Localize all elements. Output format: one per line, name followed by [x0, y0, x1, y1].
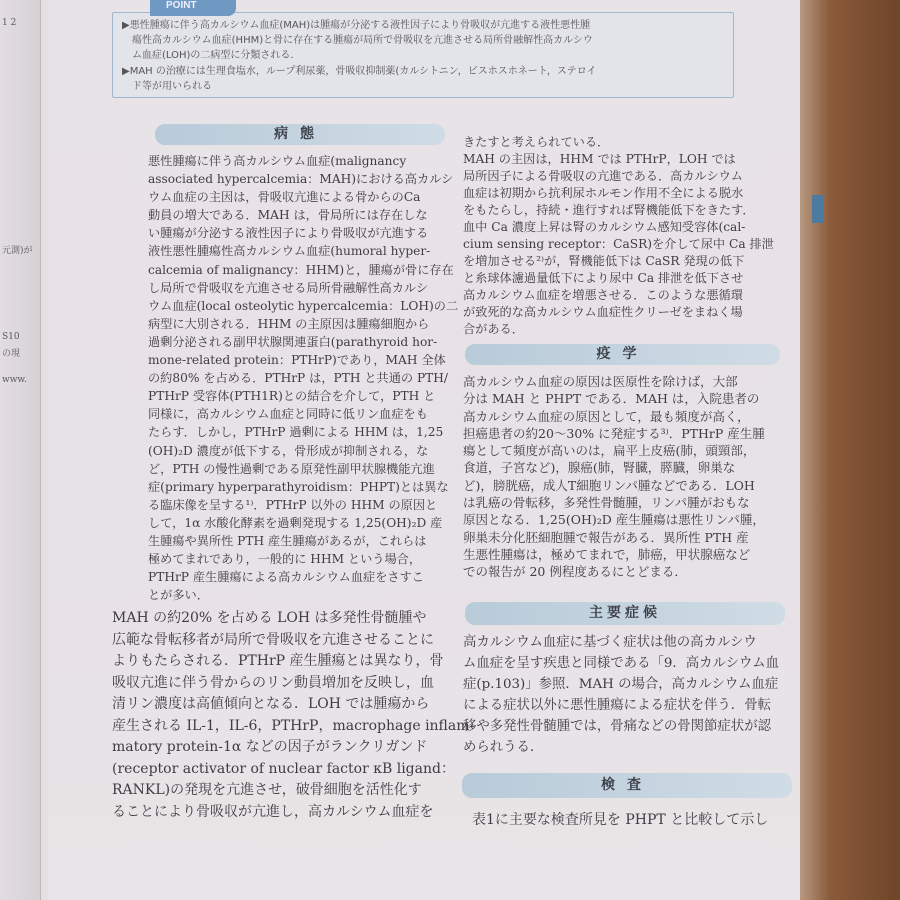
margin-fragment: の現	[2, 349, 21, 359]
text-line: MAH の主因は，HHM では PTHrP，LOH では	[463, 152, 736, 166]
text-line: 液性悪性腫瘍性高カルシウム血症(humoral hyper-	[148, 244, 431, 259]
text-line: 移や多発性骨髄腫では，骨痛などの骨関節症状が認	[463, 719, 771, 734]
tests-text	[472, 810, 768, 831]
text-line: (receptor activator of nuclear factor κB ligand：	[112, 760, 455, 777]
margin-fragment: 元測)が	[2, 246, 33, 256]
text-line: は乳癌の骨転移，多発性骨髄腫，リンパ腫がおもな	[463, 495, 750, 511]
text-line: RANKL)の発現を亢進させ，破骨細胞を活性化す	[112, 782, 422, 798]
epidemiology-text	[463, 373, 765, 581]
text-line: 高カルシウム血症に基づく症状は他の高カルシウ	[463, 635, 757, 650]
text-line: ど)，膀胱癌，成人T細胞リンパ腫などである．LOH	[463, 477, 755, 493]
text-line: 血中 Ca 濃度上昇は腎のカルシウム感知受容体(cal-	[463, 220, 746, 234]
margin-fragment: S10	[2, 332, 20, 342]
section-heading-symptoms: 主要症候	[465, 602, 785, 625]
text-line: での報告が 20 例程度あるにとどまる．	[463, 564, 687, 580]
pathology-text	[148, 152, 458, 604]
point-line: 瘍性高カルシウム血症(HHM)と骨に存在する腫瘍が局所で骨吸収を亢進させる局所骨融解性高カルシウ	[132, 35, 593, 46]
text-line: 分は MAH と PHPT である．MAH は，入院患者の	[463, 391, 760, 407]
text-line: 過剰分泌される副甲状腺関連蛋白(parathyroid hor-	[148, 334, 438, 349]
text-line: 局所因子による骨吸収の亢進である．高カルシウム	[463, 169, 743, 183]
text-line: 原因となる．1,25(OH)₂D 産生腫瘍は悪性リンパ腫，	[463, 512, 765, 528]
text-line: 合がある．	[463, 322, 524, 336]
point-line: ▶悪性腫瘍に伴う高カルシウム血症(MAH)は腫瘍が分泌する液性因子により骨吸収が亢進する液性悪性腫	[122, 20, 591, 31]
text-line: をもたらし，持続・進行すれば腎機能低下をきたす．	[463, 203, 755, 217]
text-line: 血症は初期から抗利尿ホルモン作用不全による脱水	[463, 186, 744, 200]
text-line: cium sensing receptor：CaSR)を介して尿中 Ca 排泄	[463, 237, 774, 251]
text-line: と糸球体濾過量低下により尿中 Ca 排泄を低下させ	[463, 271, 744, 285]
text-line: (OH)₂D 濃度が低下する，骨形成が抑制される，な	[148, 443, 429, 458]
text-line: 広範な骨転移者が局所で骨吸収を亢進させることに	[112, 631, 434, 648]
text-line: 悪性腫瘍に伴う高カルシウム血症(malignancy	[148, 154, 407, 168]
margin-fragment: 1 2	[2, 18, 17, 28]
section-heading-epidemiology: 疫学	[465, 344, 780, 365]
section-heading-pathology: 病態	[155, 124, 445, 145]
text-line: とが多い．	[148, 588, 209, 603]
text-line: associated hypercalcemia：MAH)における高カルシ	[148, 172, 454, 187]
text-line: matory protein-1α などの因子がランクリガンド	[112, 739, 428, 755]
point-line: ▶MAH の治療には生理食塩水，ループ利尿薬，骨吸収抑制薬(カルシトニン，ビスホスホネート，ステロイ	[122, 66, 597, 77]
text-line: PTHrP 受容体(PTH1R)との結合を介して，PTH と	[148, 389, 436, 404]
text-line: 症(primary hyperparathyroidism：PHPT)とは異な	[148, 479, 449, 494]
text-line: を増加させる²⁾が，腎機能低下は CaSR 発現の低下	[463, 254, 745, 268]
text-line: 瘍として頻度が高いのは，扁平上皮癌(肺，頭頸部，	[463, 443, 756, 459]
text-line: 症(p.103)」参照．MAH の場合，高カルシウム血症	[463, 677, 779, 692]
text-line: る臨床像を呈する¹⁾．PTHrP 以外の HHM の原因と	[148, 497, 438, 512]
text-line: ることにより骨吸収が亢進し，高カルシウム血症を	[112, 803, 434, 820]
text-line: 生腫瘍や異所性 PTH 産生腫瘍があるが，これらは	[148, 533, 427, 548]
text-line: MAH の約20% を占める LOH は多発性骨髄腫や	[112, 610, 427, 626]
text-line: PTHrP 産生腫瘍による高カルシウム血症をさすこ	[148, 570, 424, 585]
text-line: い腫瘍が分泌する液性因子により骨吸収が亢進する	[148, 226, 429, 241]
text-line: して，1α 水酸化酵素を過剰発現する 1,25(OH)₂D 産	[148, 515, 443, 530]
adjacent-page-edge	[0, 0, 41, 900]
point-line: ム血症(LOH)の二病型に分類される．	[132, 50, 301, 61]
pathology-text-continued	[112, 608, 474, 823]
text-line: きたすと考えられている．	[463, 135, 610, 149]
text-line: mone-related protein：PTHrP)であり，MAH 全体	[148, 353, 446, 368]
text-line: たらす．しかし，PTHrP 過剰による HHM は，1,25	[148, 425, 444, 440]
text-line: 吸収亢進に伴う骨からのリン動員増加を反映し，血	[112, 674, 434, 691]
text-line: ム血症を呈す疾患と同様である「9．高カルシウム血	[463, 656, 780, 671]
text-line: 産生される IL-1，IL-6，PTHrP，macrophage inflam-	[112, 717, 475, 734]
text-line: 病型に大別される．HHM の主原因は腫瘍細胞から	[148, 316, 430, 331]
text-line: ウム血症(local osteolytic hypercalcemia：LOH)の二	[148, 298, 459, 313]
text-line: められうる．	[463, 740, 544, 755]
text-line: 担癌患者の約20～30% に発症する³⁾．PTHrP 産生腫	[463, 425, 765, 441]
text-line: ど，PTH の慢性過剰である原発性副甲状腺機能亢進	[148, 461, 435, 476]
text-line: 高カルシウム血症を増悪させる．このような悪循環	[463, 288, 743, 302]
text-line: による症状以外に悪性腫瘍による症状を伴う．骨転	[463, 698, 771, 713]
text-line: よりもたらされる．PTHrP 産生腫瘍とは異なり，骨	[112, 653, 444, 669]
text-line: 表1に主要な検査所見を PHPT と比較して示し	[472, 812, 769, 828]
text-line: し局所で骨吸収を亢進させる局所骨融解性高カルシ	[148, 280, 429, 295]
text-line: 極めてまれであり，一般的に HHM という場合，	[148, 552, 422, 567]
text-line: 清リン濃度は高値傾向となる．LOH では腫瘍から	[112, 696, 430, 712]
text-line: ウム血症の主因は，骨吸収亢進による骨からのCa	[148, 190, 421, 205]
section-heading-tests: 検査	[462, 773, 792, 798]
text-line: 生悪性腫瘍は，極めてまれで，肺癌，甲状腺癌など	[463, 546, 751, 562]
right-column-text	[463, 134, 774, 338]
point-line: ド等が用いられる	[132, 81, 212, 92]
text-line: 高カルシウム血症の原因は医原性を除けば，大部	[463, 374, 738, 389]
point-tab: POINT	[150, 0, 236, 16]
text-line: の約80% を占める．PTHrP は，PTH と共通の PTH/	[148, 371, 449, 386]
index-tab	[812, 195, 824, 223]
text-line: 食道，子宮など)，腺癌(肺，腎臓，膵臓，卵巣な	[463, 460, 736, 476]
margin-fragment: www.	[2, 375, 27, 385]
text-line: 卵巣未分化胚細胞腫で報告がある．異所性 PTH 産	[463, 529, 749, 545]
text-line: が致死的な高カルシウム血症性クリーゼをまねく場	[463, 305, 743, 319]
text-line: calcemia of malignancy：HHM)と，腫瘍が骨に存在	[148, 262, 454, 277]
text-line: 動員の増大である．MAH は，骨局所には存在しな	[148, 208, 428, 223]
text-line: 高カルシウム血症の原因として，最も頻度が高く，	[463, 408, 750, 424]
text-line: 同様に，高カルシウム血症と同時に低リン血症をも	[148, 407, 428, 422]
symptoms-text	[463, 632, 779, 758]
